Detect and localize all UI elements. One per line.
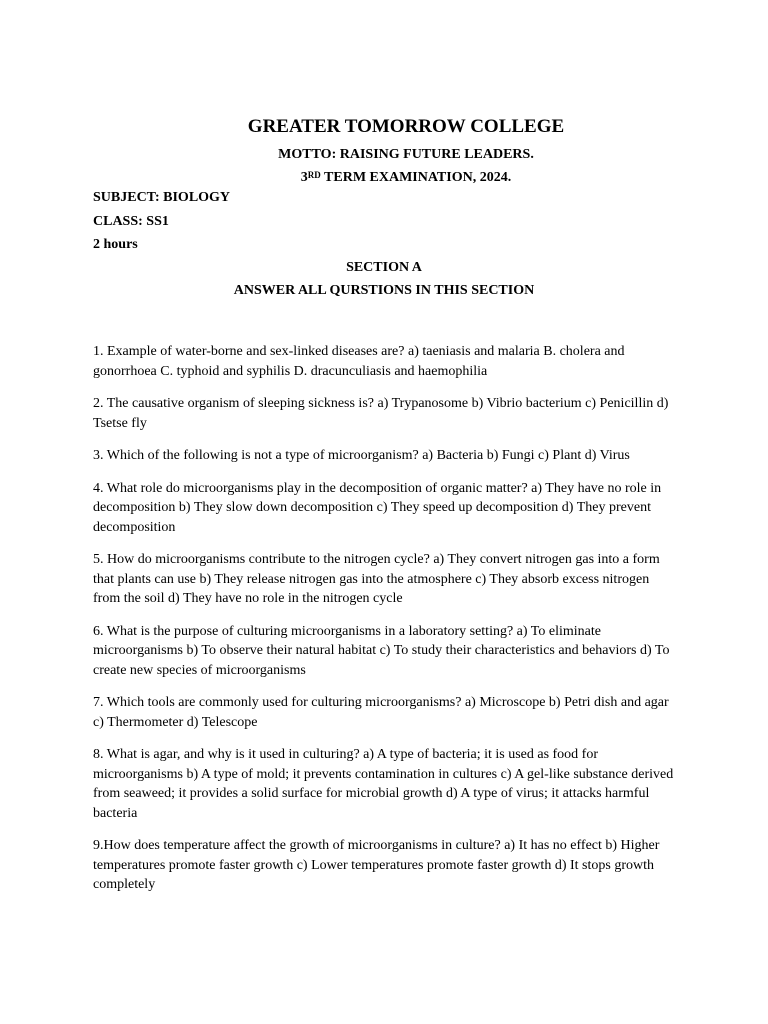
school-name: GREATER TOMORROW COLLEGE xyxy=(247,116,565,137)
question-item: 5. How do microorganisms contribute to the nitrogen cycle? a) They convert nitrogen gas into a form that plants can use b) They release nitrogen gas into the atmosphere c) They absorb excess nitrogen from the soil d) They have no role in the nitrogen cycle xyxy=(93,552,660,606)
question-item: 4. What role do microorganisms play in the decomposition of organic matter? a) They have no role in decomposition b) They slow down decomposition c) They speed up decomposition d) They prevent decomposition xyxy=(93,480,662,535)
term-number: 3 xyxy=(300,170,308,185)
question-list xyxy=(93,342,678,908)
question-item: 7. Which tools are commonly used for culturing microorganisms? a) Microscope b) Petri dish and agar c) Thermometer d) Telescope xyxy=(93,695,669,730)
exam-header xyxy=(0,115,768,188)
exam-term xyxy=(0,168,768,188)
exam-duration: 2 hours xyxy=(93,237,138,252)
question-item: 2. The causative organism of sleeping sickness is? a) Trypanosome b) Vibrio bacterium c) Penicillin d) Tsetse fly xyxy=(93,396,669,431)
question-item: 3. Which of the following is not a type of microorganism? a) Bacteria b) Fungi c) Plant d) Virus xyxy=(93,448,630,463)
exam-subject: SUBJECT: BIOLOGY xyxy=(93,190,231,205)
question-item: 1. Example of water-borne and sex-linked diseases are? a) taeniasis and malaria B. cholera and gonorrhoea C. typhoid and syphilis D. dracunculiasis and haemophilia xyxy=(93,344,625,379)
section-instruction: ANSWER ALL QURSTIONS IN THIS SECTION xyxy=(233,283,535,298)
question-item: 8. What is agar, and why is it used in culturing? a) A type of bacteria; it is used as food for microorganisms b) A type of mold; it prevents contamination in cultures c) A gel-like substance derived from seaweed; it provides a solid surface for microbial growth d) A type of virus; it attacks harmful bacteria xyxy=(93,747,674,821)
section-title: SECTION A xyxy=(346,260,422,275)
question-item: 9.How does temperature affect the growth of microorganisms in culture? a) It has no effect b) Higher temperatures promote faster growth c) Lower temperatures promote faster growth d) It stops growth completely xyxy=(93,838,660,892)
term-suffix: RD xyxy=(307,170,321,180)
question-item: 6. What is the purpose of culturing microorganisms in a laboratory setting? a) To eliminate microorganisms b) To observe their natural habitat c) To study their characteristics and behaviors d) To create new species of microorganisms xyxy=(93,623,670,678)
term-rest: TERM EXAMINATION, 2024. xyxy=(320,170,512,185)
section-heading xyxy=(0,258,768,301)
school-motto: MOTTO: RAISING FUTURE LEADERS. xyxy=(278,147,534,162)
exam-class: CLASS: SS1 xyxy=(93,214,169,229)
